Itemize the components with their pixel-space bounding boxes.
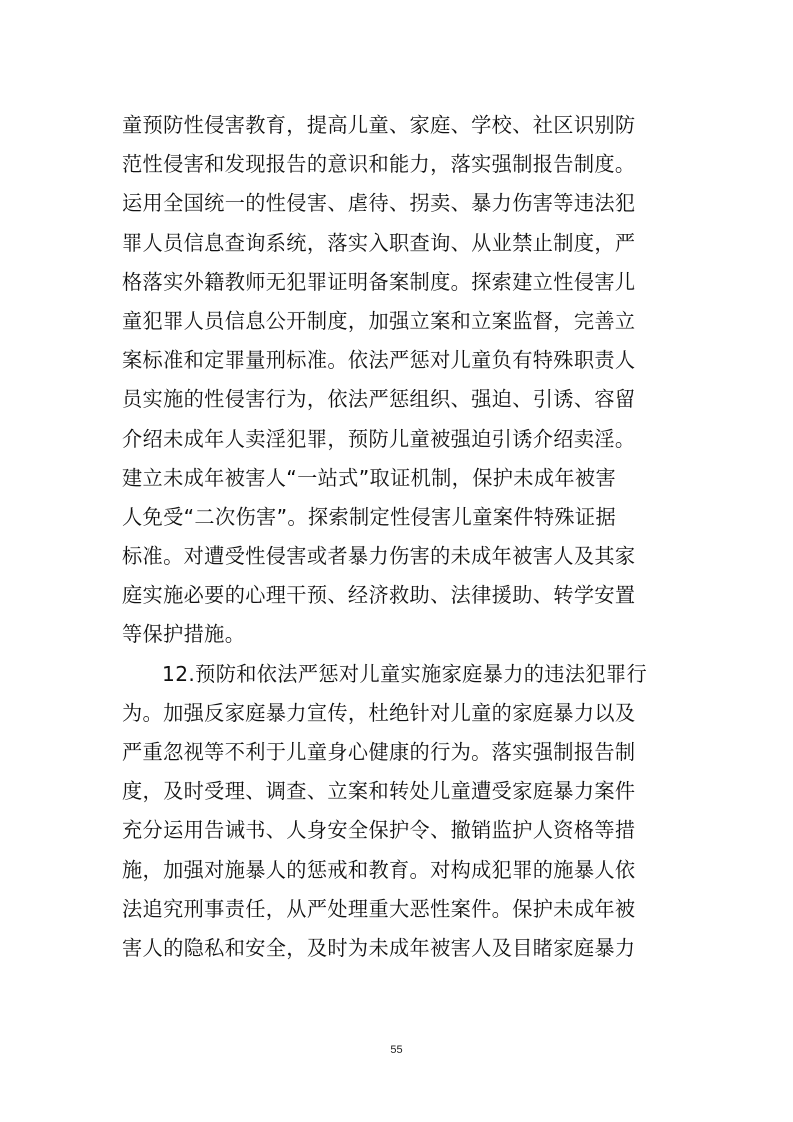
text-line: 格落实外籍教师无犯罪证明备案制度。探索建立性侵害儿 [122,269,636,294]
page-number: 55 [390,1044,403,1056]
text-line: 法追究刑事责任，从严处理重大恶性案件。保护未成年被 [122,896,636,921]
text-line: 等保护措施。 [122,622,246,647]
text-line: 童预防性侵害教育，提高儿童、家庭、学校、社区识别防 [122,113,636,137]
text-line: 运用全国统一的性侵害、虐待、拐卖、暴力伤害等违法犯 [122,191,636,216]
section-heading-line: 12.预防和依法严惩对儿童实施家庭暴力的违法犯罪行 [162,661,647,686]
body-text [122,106,674,968]
text-line: 案标准和定罪量刑标准。依法严惩对儿童负有特殊职责人 [122,348,636,373]
text-line: 庭实施必要的心理干预、经济救助、法律援助、转学安置 [122,583,636,608]
text-line: 严重忽视等不利于儿童身心健康的行为。落实强制报告制 [122,740,636,764]
text-line: 人免受“二次伤害”。探索制定性侵害儿童案件特殊证据 [122,504,616,529]
text-line: 员实施的性侵害行为，依法严惩组织、强迫、引诱、容留 [122,387,636,412]
text-line: 范性侵害和发现报告的意识和能力，落实强制报告制度。 [122,152,636,177]
text-line: 度，及时受理、调查、立案和转处儿童遭受家庭暴力案件 [122,779,636,804]
text-line: 为。加强反家庭暴力宣传，杜绝针对儿童的家庭暴力以及 [122,700,636,725]
text-line: 标准。对遭受性侵害或者暴力伤害的未成年被害人及其家 [122,544,636,569]
text-line: 建立未成年被害人“一站式”取证机制，保护未成年被害 [122,465,616,490]
text-line: 童犯罪人员信息公开制度，加强立案和立案监督，完善立 [122,308,636,333]
text-line: 罪人员信息查询系统，落实入职查询、从业禁止制度，严 [122,230,636,255]
text-line: 害人的隐私和安全，及时为未成年被害人及目睹家庭暴力 [122,935,636,960]
text-line: 介绍未成年人卖淫犯罪，预防儿童被强迫引诱介绍卖淫。 [122,426,636,451]
text-line: 施，加强对施暴人的惩戒和教育。对构成犯罪的施暴人依 [122,857,636,882]
text-line: 充分运用告诫书、人身安全保护令、撤销监护人资格等措 [122,818,636,843]
